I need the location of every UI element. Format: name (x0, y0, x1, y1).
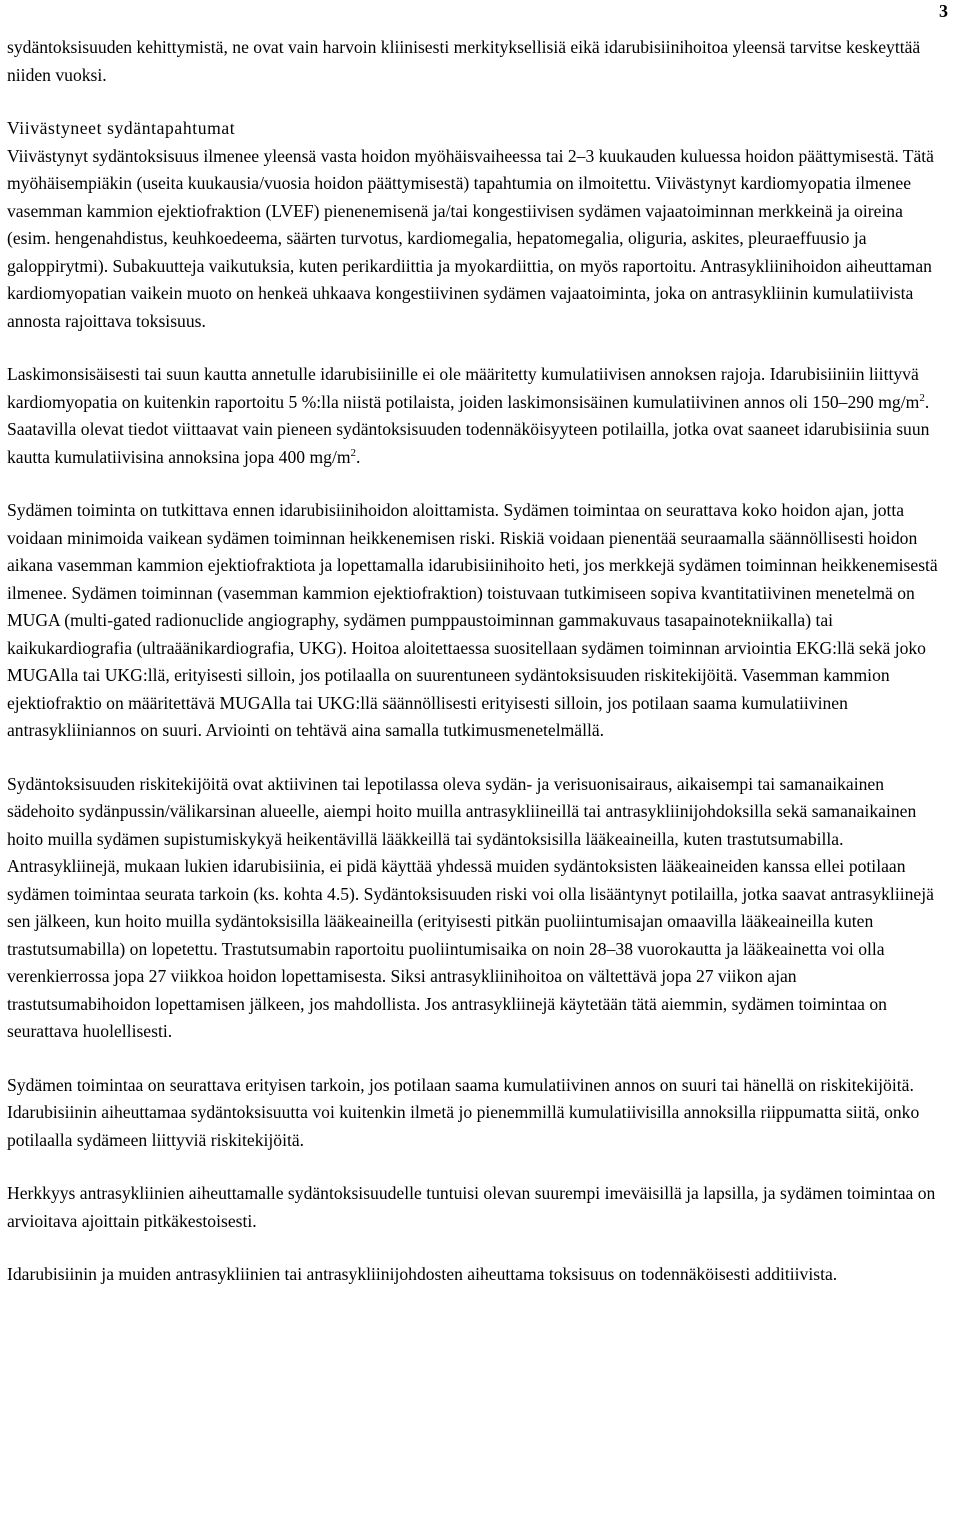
section-heading: Viivästyneet sydäntapahtumat (7, 118, 236, 138)
paragraph-additive-toxicity: Idarubisiinin ja muiden antrasykliinien tai antrasykliinijohdosten aiheuttama toksisuus on todennäköisesti additiivista. (7, 1264, 838, 1284)
paragraph-delayed-cardiotoxicity: Viivästynyt sydäntoksisuus ilmenee yleensä vasta hoidon myöhäisvaiheessa tai 2–3 kuukauden kuluessa hoidon päättymisestä. Tätä myöhäisempiäkin (useita kuukausia/vuosia hoidon päättymisestä) tapahtumia on ilmoitettu. Viivästynyt kardiomyopatia ilmenee vasemman kammion ejektiofraktion (LVEF) pienenemisenä ja/tai kongestiivisen sydämen vajaatoiminnan merkkeinä ja oireina (esim. hengenahdistus, keuhkoedeema, säärten turvotus, kardiomegalia, hepatomegalia, oliguria, askites, pleuraeffuusio ja galoppirytmi). Subakuutteja vaikutuksia, kuten perikardiittia ja myokardiittia, on myös raportoitu. Antrasykliinihoidon aiheuttaman kardiomyopatian vaikein muoto on henkeä uhkaava kongestiivinen sydämen vajaatoiminta, joka on antrasykliinin kumulatiivista annosta rajoittava toksisuus. (7, 145, 934, 331)
paragraph-cumulative-dose (7, 361, 944, 471)
superscript-2: 2 (350, 446, 357, 459)
paragraph-high-dose-monitoring: Sydämen toimintaa on seurattava erityisen tarkoin, jos potilaan saama kumulatiivinen annos on suuri tai hänellä on riskitekijöitä. Idarubisiinin aiheuttamaa sydäntoksisuutta voi kuitenkin ilmetä jo pienemmillä kumulatiivisilla annoksilla riippumatta siitä, onko potilaalla sydämeen liittyviä riskitekijöitä. (7, 1074, 920, 1150)
superscript-2: 2 (919, 391, 925, 404)
page-number: 3 (939, 1, 948, 21)
paragraph-cumulative-dose-text-2: . Saatavilla olevat tiedot viittaavat vain pieneen sydäntoksisuuden todennäköisyyteen potilailla, jotka ovat saaneet idarubisiinia suun kautta kumulatiivisina annoksina jopa 400 mg/m (7, 391, 930, 467)
paragraph-continuation: sydäntoksisuuden kehittymistä, ne ovat vain harvoin kliinisesti merkityksellisiä eikä idarubisiinihoitoa yleensä tarvitse keskeyttää niiden vuoksi. (7, 37, 921, 85)
paragraph-risk-factors: Sydäntoksisuuden riskitekijöitä ovat aktiivinen tai lepotilassa oleva sydän- ja verisuonisairaus, aikaisempi tai samanaikainen sädehoito sydänpussin/välikarsinan alueelle, aiempi hoito muilla antrasykliineillä tai antrasykliinijohdoksilla sekä samanaikainen hoito muilla sydämen supistumiskykyä heikentävillä lääkkeillä tai sydäntoksisilla lääkeaineilla, kuten trastutsumabilla. Antrasykliinejä, mukaan lukien idarubisiinia, ei pidä käyttää yhdessä muiden sydäntoksisten lääkeaineiden kanssa ellei potilaan sydämen toimintaa seurata tarkoin (ks. kohta 4.5). Sydäntoksisuuden riski voi olla lisääntynyt potilailla, jotka saavat antrasykliinejä sen jälkeen, kun hoito muilla sydäntoksisilla lääkeaineilla (erityisesti pitkän puoliintumisajan omaavilla lääkeaineilla kuten trastutsumabilla) on lopetettu. Trastutsumabin raportoitu puoliintumisaika on noin 28–38 vuorokautta ja lääkeainetta voi olla verenkierrossa jopa 27 viikkoa hoidon lopettamisesta. Siksi antrasykliinihoitoa on vältettävä jopa 27 viikon ajan trastutsumabihoidon lopettamisen jälkeen, jos mahdollista. Jos antrasykliinejä käytetään tätä aiemmin, sydämen toimintaa on seurattava huolellisesti. (7, 773, 934, 1041)
section-delayed-events (7, 115, 944, 335)
paragraph-pediatric: Herkkyys antrasykliinien aiheuttamalle sydäntoksisuudelle tuntuisi olevan suurempi imeväisillä ja lapsilla, ja sydämen toimintaa on arvioitava ajoittain pitkäkestoisesti. (7, 1183, 936, 1231)
paragraph-cumulative-dose-text-1: Laskimonsisäisesti tai suun kautta annetulle idarubisiinille ei ole määritetty kumulatiivisen annoksen rajoja. Idarubisiiniin liittyvä kardiomyopatia on kuitenkin raportoitu 5 %:lla niistä potilaista, joiden laskimonsisäinen kumulatiivinen annos oli 150–290 mg/m (7, 364, 920, 412)
paragraph-cumulative-dose-text-3: . (356, 446, 361, 467)
paragraph-cardiac-monitoring: Sydämen toiminta on tutkittava ennen idarubisiinihoidon aloittamista. Sydämen toimintaa on seurattava koko hoidon ajan, jotta voidaan minimoida vaikean sydämen toiminnan heikkenemisen riski. Riskiä voidaan pienentää seuraamalla säännöllisesti hoidon aikana vasemman kammion ejektiofraktiota ja lopettamalla idarubisiinihoito heti, jos merkkejä sydämen toiminnan heikkenemisestä ilmenee. Sydämen toiminnan (vasemman kammion ejektiofraktion) toistuvaan tutkimiseen sopiva kvantitatiivinen menetelmä on MUGA (multi-gated radionuclide angiography, sydämen pumppaustoiminnan gammakuvaus tasapainotekniikalla) tai kaikukardiografia (ultraäänikardiografia, UKG). Hoitoa aloitettaessa suositellaan sydämen toiminnan arviointia EKG:llä sekä joko MUGAlla tai UKG:llä, erityisesti silloin, jos potilaalla on suurentuneen sydäntoksisuuden riskitekijöitä. Vasemman kammion ejektiofraktio on määritettävä MUGAlla tai UKG:llä säännöllisesti erityisesti silloin, jos potilaan saama kumulatiivinen antrasykliiniannos on suuri. Arviointi on tehtävä aina samalla tutkimusmenetelmällä. (7, 500, 938, 740)
